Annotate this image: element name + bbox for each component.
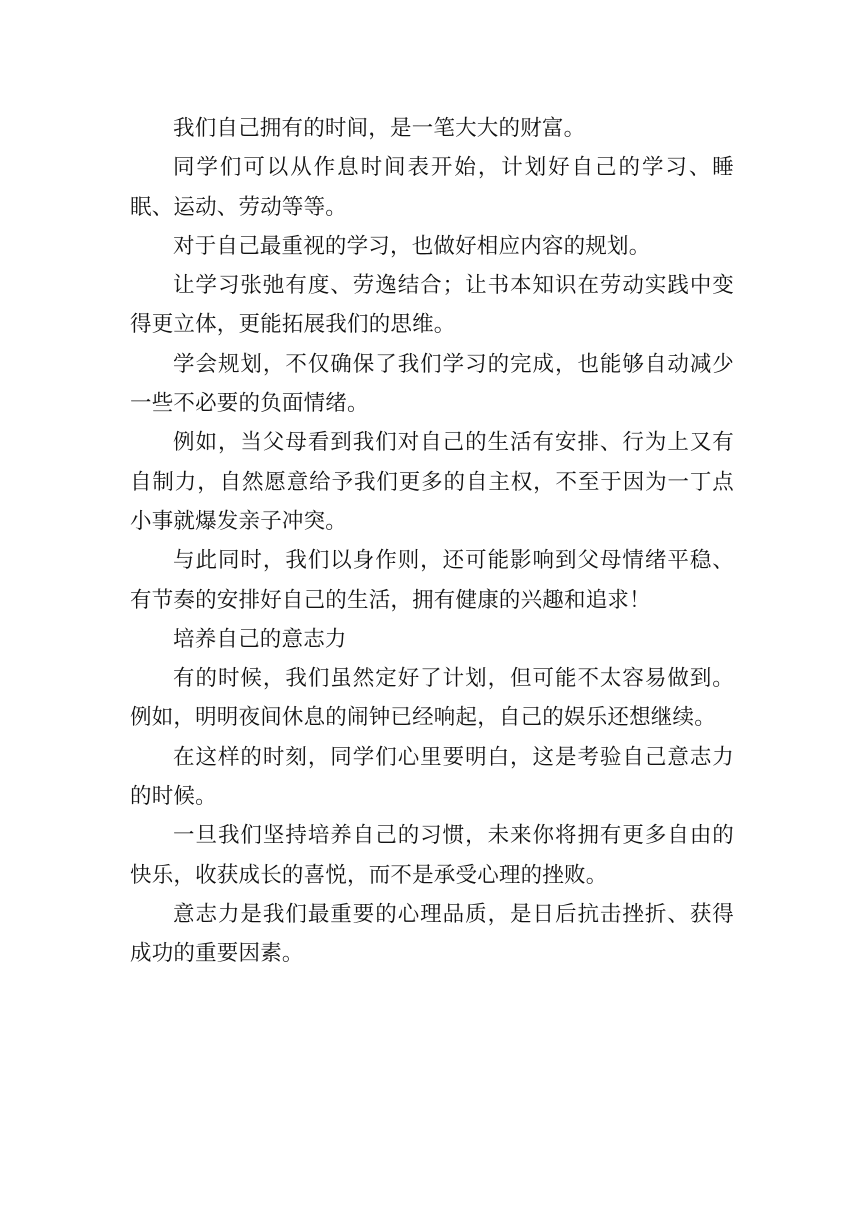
paragraph: 对于自己最重视的学习，也做好相应内容的规划。 [173, 233, 651, 259]
paragraph: 同学们可以从作息时间表开始，计划好自己的学习、睡眠、运动、劳动等等。 [130, 155, 734, 220]
paragraph: 在这样的时刻，同学们心里要明白，这是考验自己意志力的时候。 [130, 744, 734, 810]
paragraph: 我们自己拥有的时间，是一笔大大的财富。 [173, 116, 586, 141]
paragraph: 意志力是我们最重要的心理品质，是日后抗击挫折、获得成功的重要因素。 [130, 901, 734, 967]
paragraph: 有的时候，我们虽然定好了计划，但可能不太容易做到。例如，明明夜间休息的闹钟已经响起，自己的娱乐还想继续。 [130, 666, 734, 731]
paragraph: 让学习张弛有度、劳逸结合；让书本知识在劳动实践中变得更立体，更能拓展我们的思维。 [130, 273, 734, 338]
paragraph: 一旦我们坚持培养自己的习惯，未来你将拥有更多自由的快乐，收获成长的喜悦，而不是承受心理的挫败。 [130, 823, 734, 888]
paragraph: 与此同时，我们以身作则，还可能影响到父母情绪平稳、有节奏的安排好自己的生活，拥有健康的兴趣和追求！ [130, 548, 734, 613]
paragraph: 学会规划，不仅确保了我们学习的完成，也能够自动减少一些不必要的负面情绪。 [130, 351, 734, 417]
document-body [130, 109, 734, 974]
paragraph: 例如，当父母看到我们对自己的生活有安排、行为上又有自制力，自然愿意给予我们更多的自主权，不至于因为一丁点小事就爆发亲子冲突。 [130, 430, 734, 534]
section-heading: 培养自己的意志力 [173, 626, 347, 652]
